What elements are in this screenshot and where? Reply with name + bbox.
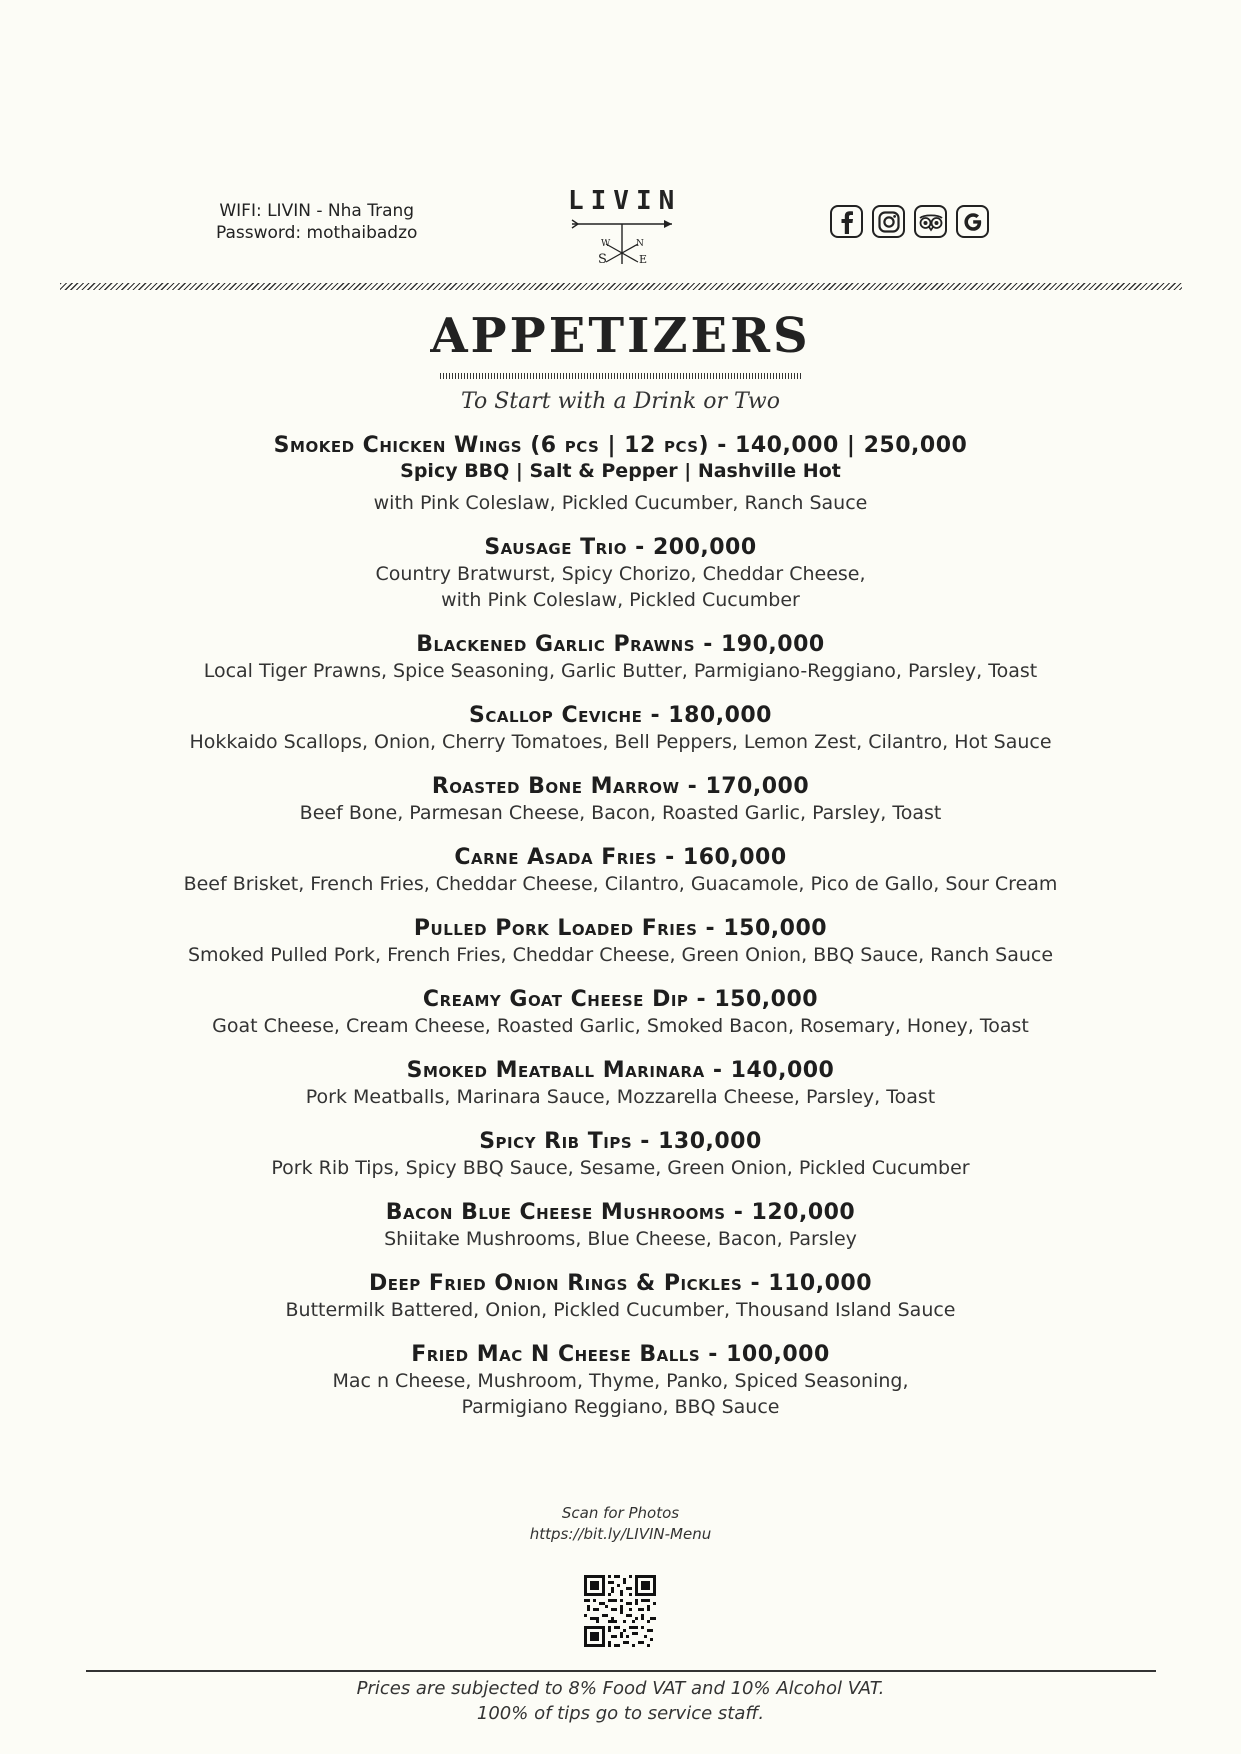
item-description: Smoked Pulled Pork, French Fries, Cheddar Cheese, Green Onion, BBQ Sauce, Ranch Sauce bbox=[187, 944, 1054, 966]
menu-item bbox=[0, 1128, 1241, 1181]
svg-text:W: W bbox=[601, 239, 611, 249]
item-name: Creamy Goat Cheese Dip - 150,000 bbox=[422, 987, 819, 1012]
menu-item bbox=[0, 773, 1241, 826]
title-underline bbox=[440, 373, 802, 379]
item-description: Pork Rib Tips, Spicy BBQ Sauce, Sesame, Green Onion, Pickled Cucumber bbox=[271, 1157, 970, 1179]
item-name: Carne Asada Fries - 160,000 bbox=[454, 845, 787, 870]
social-links bbox=[830, 205, 989, 238]
item-name: Pulled Pork Loaded Fries - 150,000 bbox=[413, 916, 828, 941]
item-name: Deep Fried Onion Rings & Pickles - 110,000 bbox=[368, 1271, 873, 1296]
item-description: Beef Brisket, French Fries, Cheddar Cheese, Cilantro, Guacamole, Pico de Gallo, Sour Cream bbox=[183, 873, 1058, 895]
footer-note bbox=[0, 1676, 1241, 1726]
item-description-line2: with Pink Coleslaw, Pickled Cucumber bbox=[441, 589, 800, 611]
menu-item bbox=[0, 915, 1241, 968]
menu-item bbox=[0, 1270, 1241, 1323]
item-description: Mac n Cheese, Mushroom, Thyme, Panko, Spiced Seasoning, bbox=[332, 1370, 909, 1392]
item-description: Pork Meatballs, Marinara Sauce, Mozzarella Cheese, Parsley, Toast bbox=[305, 1086, 936, 1108]
svg-text:N: N bbox=[636, 239, 644, 249]
item-description: Goat Cheese, Cream Cheese, Roasted Garlic, Smoked Bacon, Rosemary, Honey, Toast bbox=[212, 1015, 1029, 1037]
item-description: with Pink Coleslaw, Pickled Cucumber, Ranch Sauce bbox=[373, 492, 868, 514]
menu-item bbox=[0, 1199, 1241, 1252]
item-description: Buttermilk Battered, Onion, Pickled Cucumber, Thousand Island Sauce bbox=[285, 1299, 956, 1321]
tripadvisor-icon[interactable] bbox=[914, 205, 947, 238]
qr-code[interactable] bbox=[584, 1575, 656, 1647]
item-name: Roasted Bone Marrow - 170,000 bbox=[431, 774, 810, 799]
menu-item bbox=[0, 1341, 1241, 1420]
google-icon[interactable] bbox=[956, 205, 989, 238]
menu-item bbox=[0, 1057, 1241, 1110]
wifi-line: WIFI: LIVIN - Nha Trang bbox=[219, 201, 415, 221]
item-name: Spicy Rib Tips - 130,000 bbox=[479, 1129, 762, 1154]
facebook-icon[interactable] bbox=[830, 205, 863, 238]
livin-logo bbox=[568, 186, 682, 266]
item-name: Sausage Trio - 200,000 bbox=[484, 535, 757, 560]
item-description: Country Bratwurst, Spicy Chorizo, Cheddar Cheese, bbox=[375, 563, 866, 585]
menu-item bbox=[0, 986, 1241, 1039]
compass-weathervane-icon bbox=[568, 216, 676, 266]
scan-url[interactable]: https://bit.ly/LIVIN-Menu bbox=[529, 1525, 712, 1543]
header-divider bbox=[60, 283, 1182, 290]
footer-divider bbox=[86, 1670, 1156, 1672]
menu-item bbox=[0, 844, 1241, 897]
menu-item bbox=[0, 702, 1241, 755]
item-description: Local Tiger Prawns, Spice Seasoning, Garlic Butter, Parmigiano-Reggiano, Parsley, Toast bbox=[203, 660, 1038, 682]
item-name: Bacon Blue Cheese Mushrooms - 120,000 bbox=[385, 1200, 856, 1225]
item-description: Hokkaido Scallops, Onion, Cherry Tomatoes, Bell Peppers, Lemon Zest, Cilantro, Hot Sauce bbox=[189, 731, 1052, 753]
wifi-info bbox=[216, 200, 417, 244]
item-name: Smoked Chicken Wings (6 pcs | 12 pcs) - 140,000 | 250,000 bbox=[273, 433, 968, 458]
password-line: Password: mothaibadzo bbox=[216, 223, 418, 243]
svg-text:E: E bbox=[639, 253, 648, 266]
vat-note: Prices are subjected to 8% Food VAT and 10% Alcohol VAT. bbox=[356, 1678, 885, 1699]
item-variants: Spicy BBQ | Salt & Pepper | Nashville Hot bbox=[400, 460, 841, 482]
logo-text: LIVIN bbox=[568, 186, 682, 216]
section-subtitle: To Start with a Drink or Two bbox=[461, 389, 780, 414]
menu-item bbox=[0, 432, 1241, 516]
menu-item bbox=[0, 631, 1241, 684]
item-name: Scallop Ceviche - 180,000 bbox=[469, 703, 772, 728]
item-description-line2: Parmigiano Reggiano, BBQ Sauce bbox=[461, 1396, 780, 1418]
scan-for-photos bbox=[0, 1503, 1241, 1545]
menu-item bbox=[0, 534, 1241, 613]
item-description: Shiitake Mushrooms, Blue Cheese, Bacon, Parsley bbox=[384, 1228, 857, 1250]
section-title: APPETIZERS bbox=[430, 308, 811, 364]
tips-note: 100% of tips go to service staff. bbox=[476, 1703, 765, 1724]
instagram-icon[interactable] bbox=[872, 205, 905, 238]
item-name: Fried Mac N Cheese Balls - 100,000 bbox=[411, 1342, 830, 1367]
item-description: Beef Bone, Parmesan Cheese, Bacon, Roasted Garlic, Parsley, Toast bbox=[299, 802, 942, 824]
svg-text:S: S bbox=[598, 252, 607, 266]
scan-label: Scan for Photos bbox=[561, 1504, 680, 1522]
item-name: Blackened Garlic Prawns - 190,000 bbox=[416, 632, 825, 657]
item-name: Smoked Meatball Marinara - 140,000 bbox=[406, 1058, 835, 1083]
